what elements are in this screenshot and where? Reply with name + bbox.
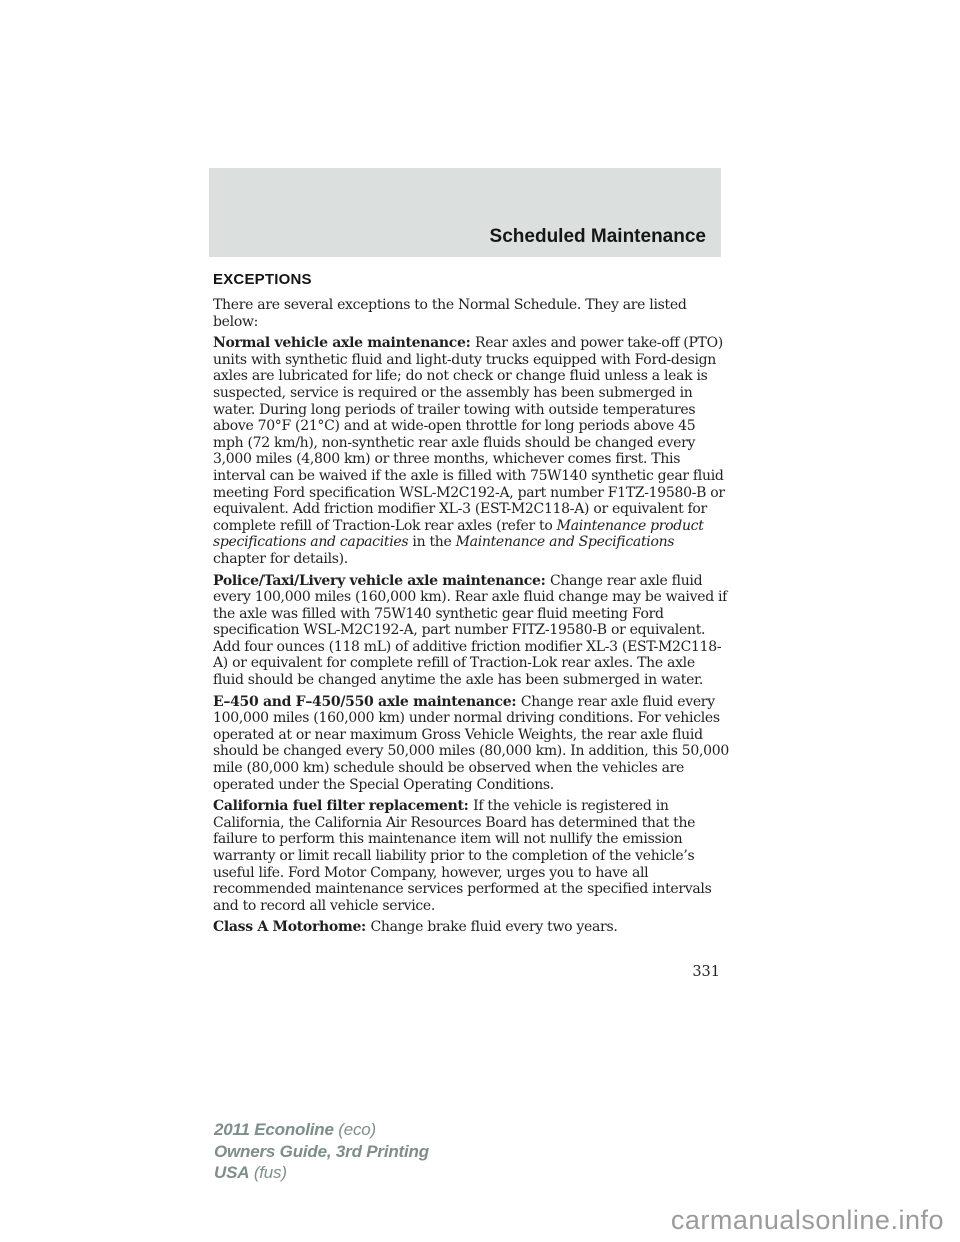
paragraph-intro: There are several exceptions to the Normal Schedule. They are listed below: <box>213 297 687 330</box>
section-heading: EXCEPTIONS <box>213 271 312 288</box>
footer-guide-line: Owners Guide, 3rd Printing <box>214 1141 429 1161</box>
paragraph-e450-f450-550: E–450 and F–450/550 axle maintenance: Change rear axle fluid every 100,000 miles (160,000 km) under normal driving conditions. For vehicles operated at or near maximum Gross Vehicle Weights, the rear axle fluid should be changed every 50,000 miles (80,000 km). In addition, this 50,000 mile (80,000 km) schedule should be observed when the vehicles are operated under the Special Operating Conditions. <box>213 693 729 793</box>
paragraph-normal-axle-maintenance: Normal vehicle axle maintenance: Rear axles and power take-off (PTO) units with synthetic fluid and light-duty trucks equipped with Ford-design axles are lubricated for life; do not check or change fluid unless a leak is suspected, service is required or the assembly has been submerged in water. During long periods of trailer towing with outside temperatures above 70°F (21°C) and at wide-open throttle for long periods above 45 mph (72 km/h), non-synthetic rear axle fluids should be changed every 3,000 miles (4,800 km) or three months, whichever comes first. This interval can be waived if the axle is filled with 75W140 synthetic gear fluid meeting Ford specification WSL-M2C192-A, part number F1TZ-19580-B or equivalent. Add friction modifier XL-3 (EST-M2C118-A) or equivalent for complete refill of Traction-Lok rear axles (refer to Maintenance product specifications and capacities in the Maintenance and Specifications chapter for details). <box>213 335 725 567</box>
chapter-title: Scheduled Maintenance <box>489 226 706 247</box>
print-footer <box>214 1119 429 1184</box>
watermark-text: carmanualsonline.info <box>670 1205 944 1235</box>
paragraph-california-fuel-filter: California fuel filter replacement: If the vehicle is registered in California, the California Air Resources Board has determined that the failure to perform this maintenance item will not nullify the emission warranty or limit recall liability prior to the completion of the vehicle’s useful life. Ford Motor Company, however, urges you to have all recommended maintenance services performed at the specified intervals and to record all vehicle service. <box>213 798 712 914</box>
page-number: 331 <box>692 964 720 980</box>
footer-model-line: 2011 Econoline (eco) <box>214 1120 376 1139</box>
chapter-header-band <box>209 168 721 257</box>
paragraph-class-a-motorhome: Class A Motorhome: Change brake fluid every two years. <box>213 919 618 936</box>
page-body <box>213 271 729 941</box>
paragraph-police-taxi-livery: Police/Taxi/Livery vehicle axle maintenance: Change rear axle fluid every 100,000 miles (160,000 km). Rear axle fluid change may be waived if the axle was filled with 75W140 synthetic gear fluid meeting Ford specification WSL-M2C192-A, part number FITZ-19580-B or equivalent. Add four ounces (118 mL) of additive friction modifier XL-3 (EST-M2C118-A) or equivalent for complete refill of Traction-Lok rear axles. The axle fluid should be changed anytime the axle has been submerged in water. <box>213 572 728 689</box>
footer-market-line: USA (fus) <box>214 1163 287 1182</box>
